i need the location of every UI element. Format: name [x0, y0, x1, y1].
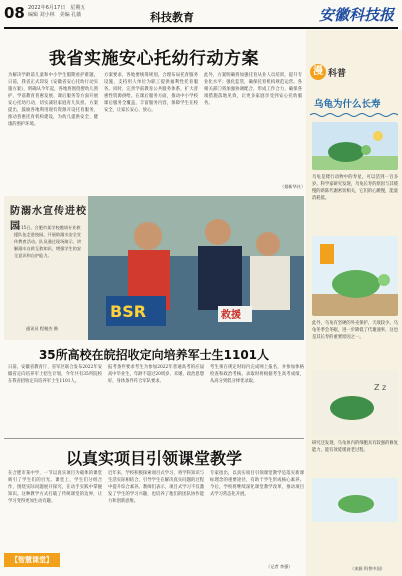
- article1-col2: 方案要求，各地要统筹规划，合理布局托育服务设施，支持用人单位为职工提供福利性托育服务。同时，完善学前教育公共服务体系，扩大普惠性资源供给。在课后服务方面，推动中小学校课后服务全覆盖，丰富服务内容，保障学生在校安全，让家长安心、放心。: [104, 73, 198, 113]
- article3-headline: 以真实项目引领课堂教学: [65, 449, 242, 468]
- article3-col3: 专家指出，以真实项目引领课堂教学是落实新课标理念的重要途径，有助于学生形成核心素养。今后，学校将继续深化课堂教学改革，推动项目式学习常态化开展。: [210, 471, 304, 497]
- article2-divider: [4, 438, 304, 439]
- photo-caption-panel: [4, 196, 88, 340]
- article1-headline: 我省实施安心托幼行动方案: [49, 49, 259, 69]
- sidebar-para2: 此外，乌龟有坚硬的外壳保护，天敌较少。乌龟冬季会冬眠，进一步降低了代谢速率，这也是其长寿的重要原因之一。: [312, 321, 398, 340]
- wave-divider: [310, 112, 398, 118]
- header-meta: [28, 5, 108, 19]
- kepu-badge-icon: 漫: [310, 64, 326, 80]
- editor-line: 编辑 刘小林 美编 孔薇: [28, 12, 82, 18]
- page-header: [0, 0, 402, 30]
- sidebar-credit: （来源 科普中国）: [350, 566, 385, 571]
- article3-byline: （记者 李强）: [266, 564, 293, 569]
- masthead: 安徽科技报: [318, 6, 394, 24]
- article1-col1: 为解决学龄前儿童和中小学生假期看护难题，日前，我省正式印发《安徽省安心托幼行动实施方案》，明确从今年起，各地将围绕婴幼儿照护、学前教育普惠发展、课后服务等方面开展安心托幼行动，切实减轻家庭育儿负担。方案提出，鼓励各地利用现有资源开设托育服务，推动普惠托育机构建设，为幼儿提供安全、健康的照护环境。: [8, 73, 98, 127]
- article1-source: （据新华社）: [280, 184, 306, 189]
- turtle-illustration-2: [312, 236, 398, 316]
- turtle-illustration-1: [312, 122, 398, 170]
- smart-classroom-banner: 【智慧课堂】: [4, 553, 60, 567]
- section-title: 科技教育: [150, 11, 194, 24]
- header-rule: [4, 27, 398, 29]
- date-line: 2022年6月17日 星期五: [28, 5, 86, 11]
- sidebar-para1: 乌龟是爬行动物中的寿星，可以活到一百多岁。科学家研究发现，乌龟长寿的原因与其缓慢的新陈代谢密切相关，它们的心跳慢，能量消耗低。: [312, 175, 398, 201]
- article3-col1: 在合肥市某中学，一节以真实项目为载体的课堂吸引了学生们的目光。课堂上，学生们分组合作，围绕实际问题展开探究，在动手实践中掌握知识。这种教学方式打破了传统课堂的边界，让学习变得更加生动有趣。: [8, 471, 102, 504]
- photo-section: [4, 196, 304, 340]
- article2-headline: 35所高校在皖招收定向培养军士生1101人: [38, 348, 270, 362]
- photo-title: 防溺水宣传进校园: [10, 206, 87, 232]
- sidebar-para3: 研究还发现，乌龟体内的细胞具有较强的修复能力，能有效延缓衰老过程。: [312, 441, 398, 453]
- photo-credit: 通讯员 程楷杰 摄: [26, 326, 58, 331]
- article2-col1: 日前，安徽省教育厅、省军区联合发布2022年安徽省定向培养军士招生计划，今年共有35所院校在我省招收定向培养军士生1101人。: [8, 365, 102, 384]
- svg-text:Z z: Z z: [374, 383, 387, 392]
- bsr-sign: BSR: [110, 302, 147, 321]
- page-number: 08: [4, 4, 25, 22]
- kepu-label: 科普: [328, 69, 347, 79]
- article2-col3: 考生须在规定时间内完成网上报名，并参加体格检查和政治考核。录取时将根据考生高考成绩，从高分到低分择优录取。: [210, 365, 304, 384]
- article1-col3: 此外，方案明确将加强托育从业人员培训，提升专业化水平；强化监管，确保托育机构规范运营。各相关部门将加强协调配合，形成工作合力，确保各项措施落地见效，让更多家庭享受到安心托幼服务。: [204, 73, 302, 106]
- kepu-logo: [310, 60, 364, 84]
- turtle-illustration-4: [312, 478, 398, 522]
- article3-col2: 近年来，学校积极探索项目式学习，将学科知识与生活实际相结合，引导学生在解决真实问题的过程中提升综合素养。教师们表示，项目式学习不仅激发了学生的学习兴趣，也培养了他们的团队协作能力和创新思维。: [108, 471, 204, 504]
- turtle-title: 乌龟为什么长寿: [314, 99, 381, 110]
- photo-caption: 6月15日，合肥市某学校邀请专业救援队伍走进校园，开展防溺水安全宣传教育活动。队员通过现场演示、讲解溺水自救互救知识，增强学生的安全意识和自护能力。: [14, 225, 82, 258]
- rescue-training-photo: [88, 196, 304, 340]
- rescue-tag: 救援: [221, 310, 241, 321]
- article2-col2: 报考条件要求考生为参加2022年普通高考的应届高中毕业生，年龄不超过20周岁，未婚，政治思想好，身体条件符合军队要求。: [108, 365, 204, 384]
- turtle-illustration-3: [312, 370, 398, 436]
